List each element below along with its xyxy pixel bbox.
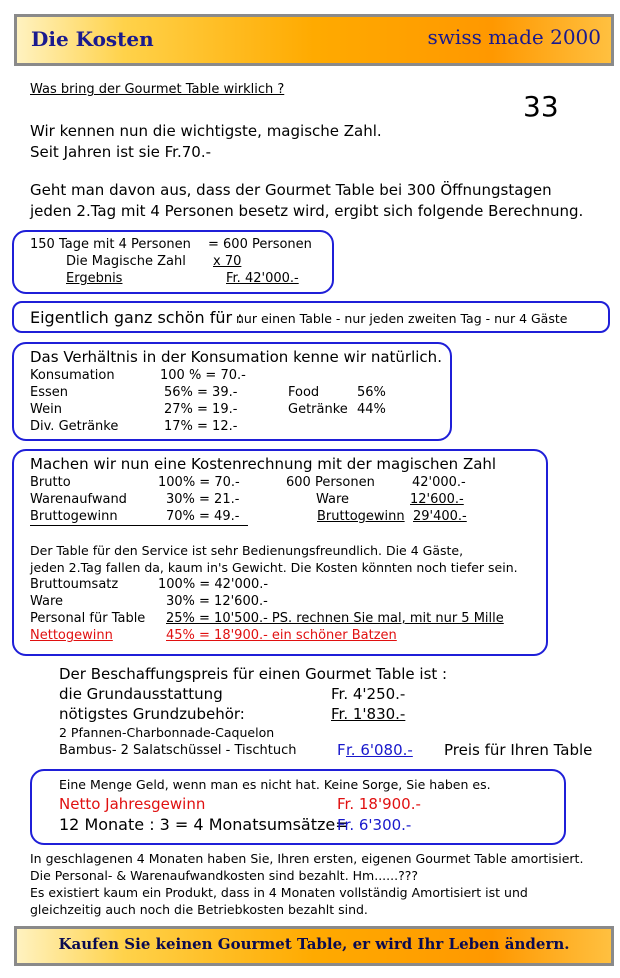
closing-line-1: In geschlagenen 4 Monaten haben Sie, Ihren ersten, eigenen Gourmet Table amortisiert. [30, 851, 584, 866]
purchase-row2-label: nötigstes Grundzubehör: [59, 705, 245, 723]
calc-row2-value: x 70 [213, 254, 242, 269]
cost-row2-value: 25% = 10'500.- PS. rechnen Sie mal, mit nur 5 Mille [166, 611, 504, 626]
intro-question: Was bring der Gourmet Table wirklich ? [30, 82, 285, 97]
calc-row1-label: 150 Tage mit 4 Personen [30, 237, 191, 252]
cost-title: Machen wir nun eine Kostenrechnung mit der magischen Zahl [30, 455, 497, 473]
cost-row-mid: Bruttogewinn [317, 509, 405, 524]
header-tagline: swiss made 2000 [427, 25, 601, 49]
cost-row2-label: Bruttoumsatz [30, 577, 119, 592]
cost-row-mid: 600 Personen [286, 475, 375, 490]
monthly-label: 12 Monate : 3 = 4 Monatsumsätze= [59, 815, 349, 834]
footer-banner [14, 926, 614, 966]
ratio-row-value: 56% = 39.- [164, 385, 238, 400]
purchase-row2-value: Fr. 1'830.- [331, 705, 406, 723]
cost-row2-label: Ware [30, 594, 64, 609]
cost-row-label: Warenaufwand [30, 492, 127, 507]
cost-row-label: Brutto [30, 475, 71, 490]
closing-line-2: Die Personal- & Warenaufwandkosten sind bezahlt. Hm......??? [30, 868, 418, 883]
note-lead: Eigentlich ganz schön für : [30, 308, 243, 327]
monthly-value: Fr. 6'300.- [337, 816, 412, 834]
calc-row3-value: Fr. 42'000.- [226, 271, 299, 286]
footer-slogan: Kaufen Sie keinen Gourmet Table, er wird Ihr Leben ändern. [58, 935, 570, 953]
closing-line-4: gleichzeitig auch noch die Betriebkosten bezahlt sind. [30, 902, 368, 917]
purchase-row1-label: die Grundausstattung [59, 685, 223, 703]
cost-row2-label: Personal für Table [30, 611, 146, 626]
intro-line-4: jeden 2.Tag mit 4 Personen besetz wird, ergibt sich folgende Berechnung. [30, 202, 584, 220]
cost-row-value: 100% = 70.- [158, 475, 240, 490]
note-text: nur einen Table - nur jeden zweiten Tag - nur 4 Gäste [236, 311, 568, 326]
ratio-extra-label: Food [288, 385, 320, 400]
purchase-total-value: r. 6'080.- [346, 741, 413, 759]
intro-line-2: Seit Jahren ist sie Fr.70.- [30, 143, 212, 161]
calc-row1-value: = 600 Personen [208, 237, 312, 252]
ratio-row-label: Essen [30, 385, 68, 400]
annual-net-profit-value: Fr. 18'900.- [337, 795, 421, 813]
page-number: 33 [523, 90, 559, 123]
purchase-total-prefix: F [337, 741, 346, 759]
cost-row-amount: 29'400.- [413, 509, 467, 524]
annual-net-profit-label: Netto Jahresgewinn [59, 795, 206, 813]
cost-row-amount: 42'000.- [412, 475, 466, 490]
purchase-total-note: Preis für Ihren Table [444, 741, 593, 759]
ratio-title: Das Verhältnis in der Konsumation kenne wir natürlich. [30, 348, 442, 366]
ratio-extra-value: 44% [357, 402, 386, 417]
net-profit-value: 45% = 18'900.- ein schöner Batzen [166, 628, 397, 643]
ratio-extra-value: 56% [357, 385, 386, 400]
net-profit-label: Nettogewinn [30, 628, 113, 643]
profit-line-1: Eine Menge Geld, wenn man es nicht hat. Keine Sorge, Sie haben es. [59, 777, 491, 792]
cost-row-value: 70% = 49.- [166, 509, 240, 524]
ratio-row-value: 100 % = 70.- [160, 368, 246, 383]
cost-row-label: Bruttogewinn [30, 509, 248, 526]
cost-paragraph-2: jeden 2.Tag fallen da, kaum in's Gewicht. Die Kosten könnten noch tiefer sein. [30, 560, 518, 575]
ratio-row-label: Wein [30, 402, 62, 417]
purchase-row3-label: 2 Pfannen-Charbonnade-Caquelon [59, 725, 275, 740]
cost-row2-value: 100% = 42'000.- [158, 577, 269, 592]
header-banner [14, 14, 614, 66]
purchase-row1-value: Fr. 4'250.- [331, 685, 406, 703]
cost-paragraph-1: Der Table für den Service ist sehr Bedienungsfreundlich. Die 4 Gäste, [30, 543, 464, 558]
cost-row2-value: 30% = 12'600.- [166, 594, 268, 609]
ratio-extra-label: Getränke [288, 402, 348, 417]
ratio-row-label: Div. Getränke [30, 419, 119, 434]
closing-line-3: Es existiert kaum ein Produkt, dass in 4 Monaten vollständig Amortisiert ist und [30, 885, 528, 900]
purchase-row4-label: Bambus- 2 Salatschüssel - Tischtuch [59, 743, 297, 758]
ratio-row-value: 27% = 19.- [164, 402, 238, 417]
calc-row3-label: Ergebnis [66, 271, 123, 286]
page-title: Die Kosten [31, 27, 154, 51]
cost-row-value: 30% = 21.- [166, 492, 240, 507]
cost-row-amount: 12'600.- [410, 492, 464, 507]
calc-row2-label: Die Magische Zahl [66, 254, 186, 269]
intro-line-1: Wir kennen nun die wichtigste, magische Zahl. [30, 122, 382, 140]
ratio-row-value: 17% = 12.- [164, 419, 238, 434]
cost-row-mid: Ware [316, 492, 350, 507]
purchase-title: Der Beschaffungspreis für einen Gourmet Table ist : [59, 665, 448, 683]
intro-line-3: Geht man davon aus, dass der Gourmet Table bei 300 Öffnungstagen [30, 181, 552, 199]
ratio-row-label: Konsumation [30, 368, 115, 383]
